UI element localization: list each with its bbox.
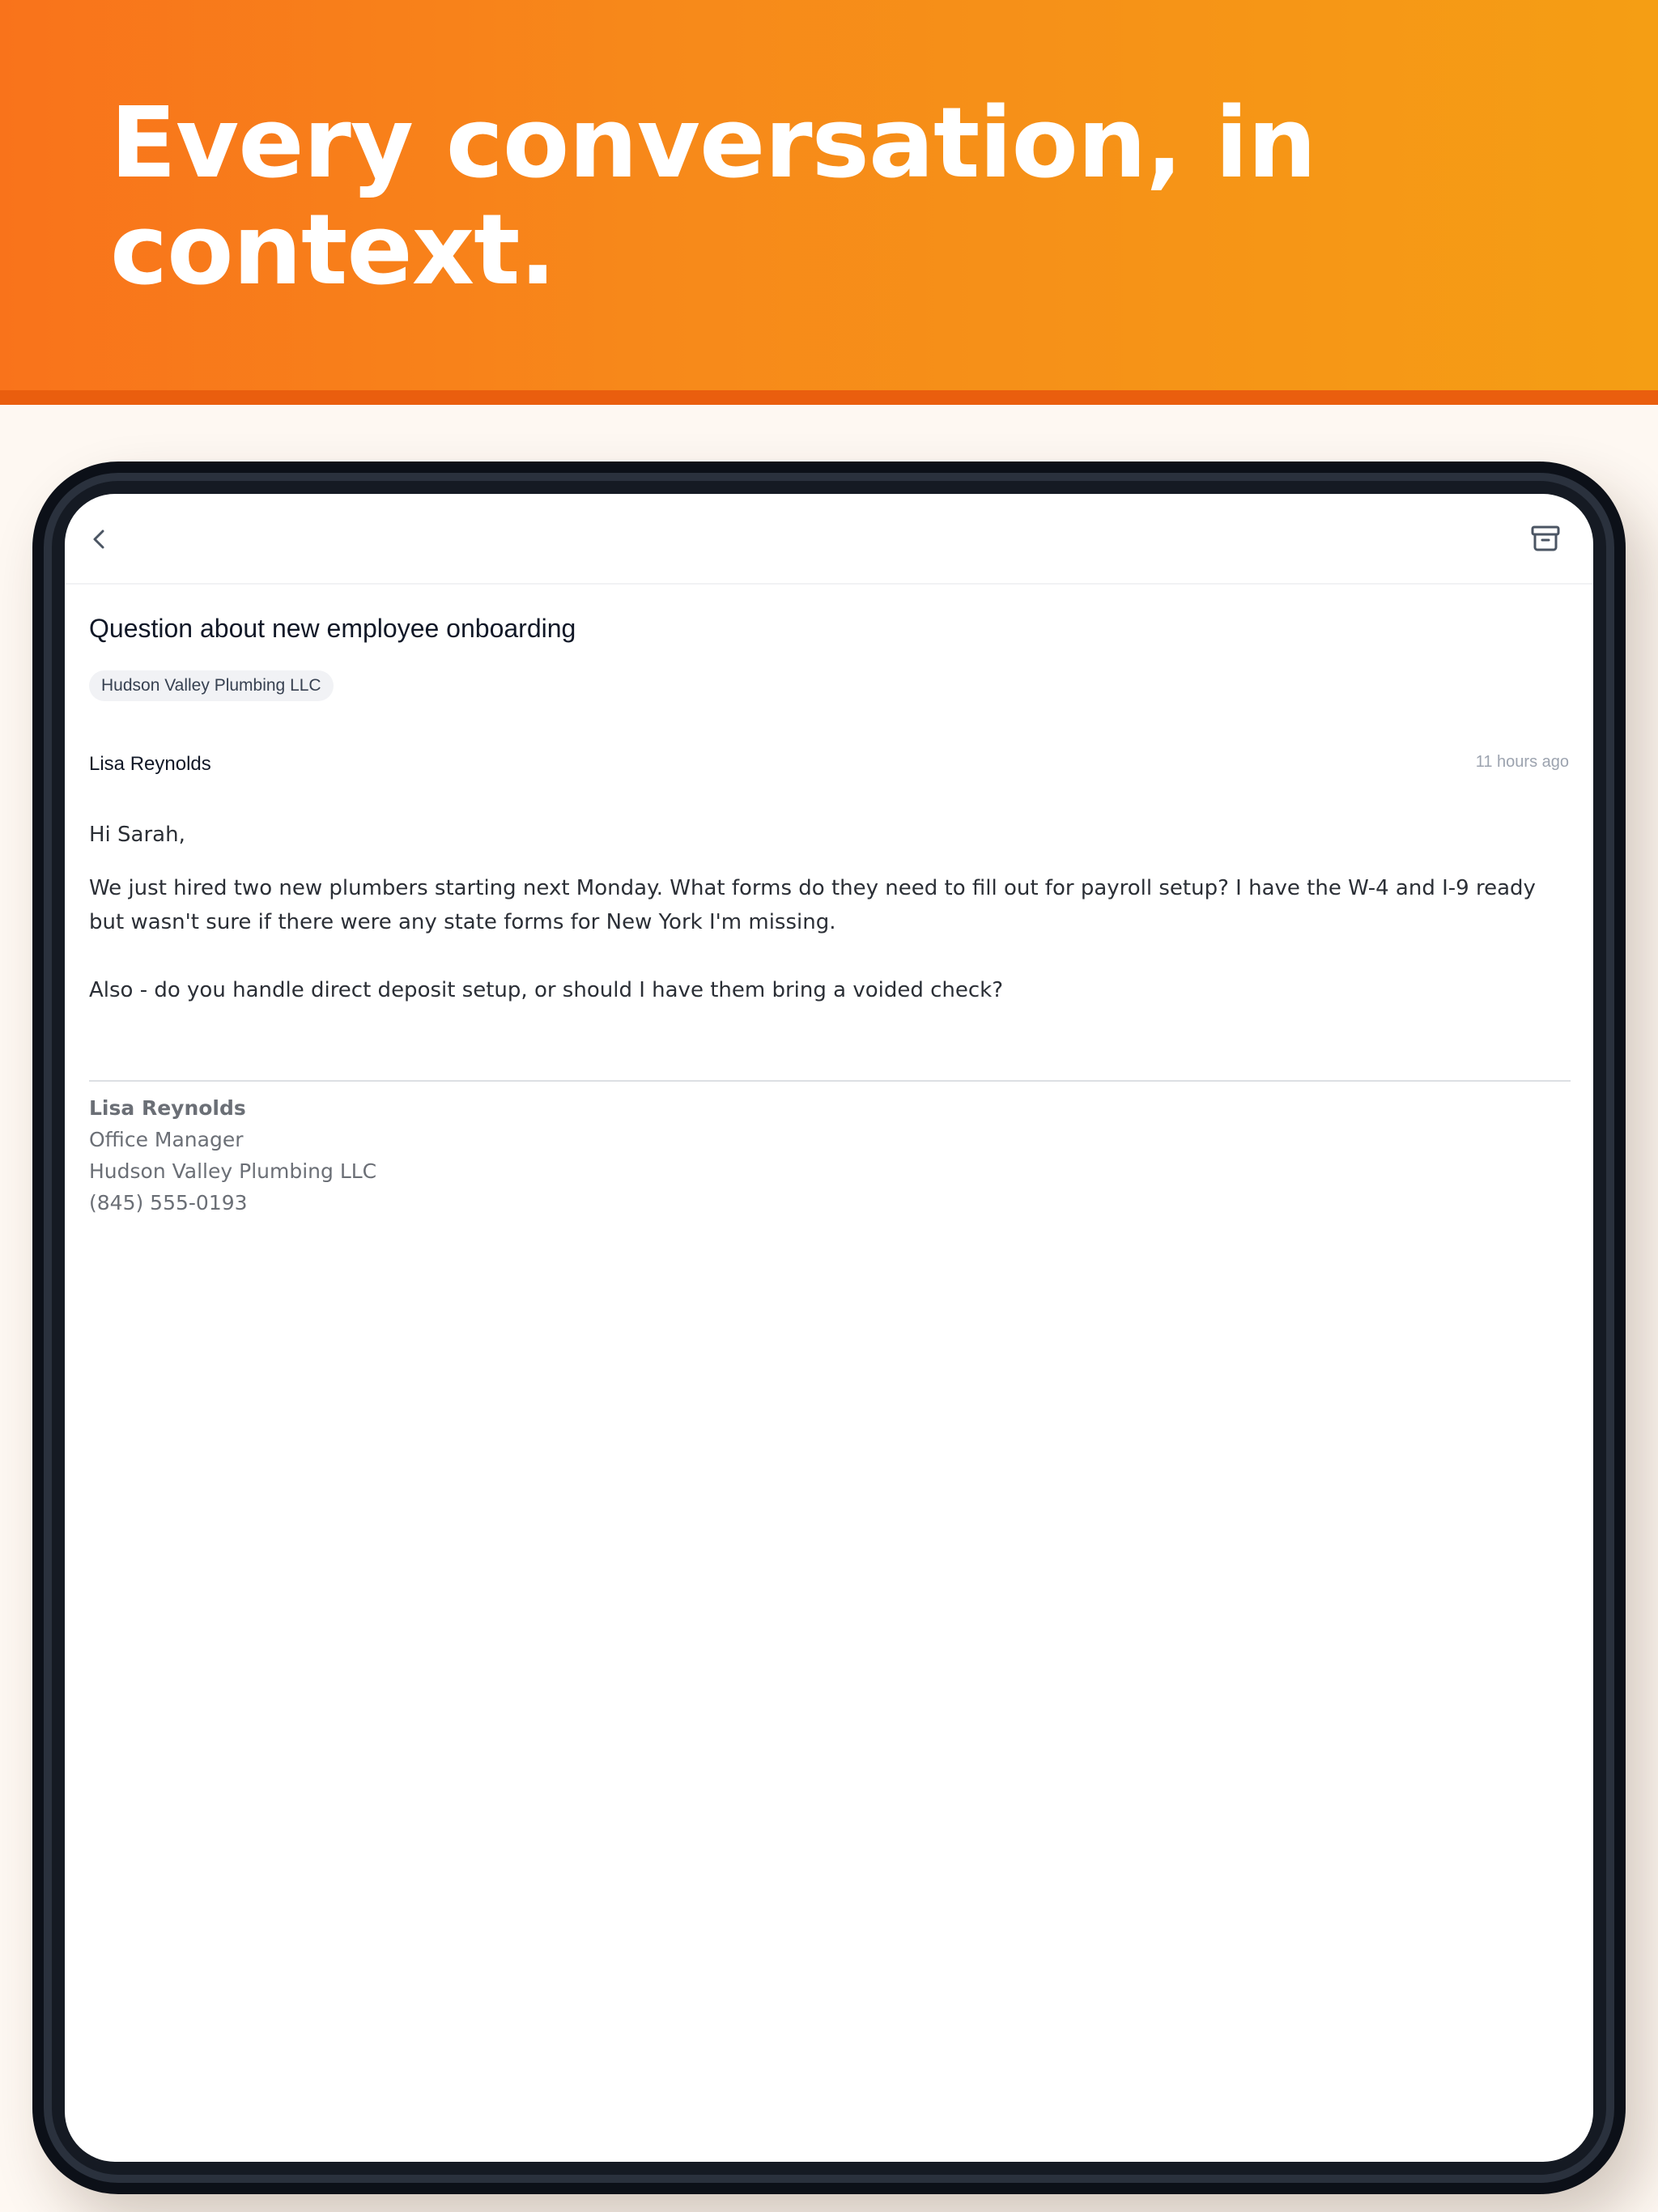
signature-company: Hudson Valley Plumbing LLC bbox=[89, 1159, 377, 1183]
message-greeting: Hi Sarah, bbox=[89, 823, 185, 847]
back-button[interactable] bbox=[81, 523, 117, 559]
signature-name: Lisa Reynolds bbox=[89, 1096, 246, 1120]
hero-banner bbox=[0, 0, 1658, 390]
message-toolbar bbox=[65, 494, 1593, 585]
signature-phone[interactable]: (845) 555-0193 bbox=[89, 1191, 248, 1214]
company-tag[interactable]: Hudson Valley Plumbing LLC bbox=[89, 670, 334, 701]
hero-accent-stripe bbox=[0, 390, 1658, 405]
tablet-screen bbox=[65, 494, 1593, 2162]
chevron-left-icon bbox=[90, 528, 108, 554]
signature-divider bbox=[89, 1080, 1571, 1082]
message-paragraph: We just hired two new plumbers starting next Monday. What forms do they need to fill out for payroll setup? I have the W-4 and I-9 ready but wasn't sure if there were any state forms for New York I'm missing. bbox=[89, 876, 1536, 934]
tablet-device-frame bbox=[32, 462, 1626, 2194]
signature-title: Office Manager bbox=[89, 1128, 244, 1151]
message-paragraph: Also - do you handle direct deposit setup, or should I have them bring a voided check? bbox=[89, 978, 1004, 1002]
message-timestamp: 11 hours ago bbox=[1475, 753, 1569, 771]
hero-headline: Every conversation, in context. bbox=[110, 87, 1316, 307]
message-subject: Question about new employee onboarding bbox=[89, 614, 576, 643]
archive-button[interactable] bbox=[1527, 521, 1564, 559]
sender-name: Lisa Reynolds bbox=[89, 753, 211, 775]
archive-icon bbox=[1531, 525, 1560, 555]
